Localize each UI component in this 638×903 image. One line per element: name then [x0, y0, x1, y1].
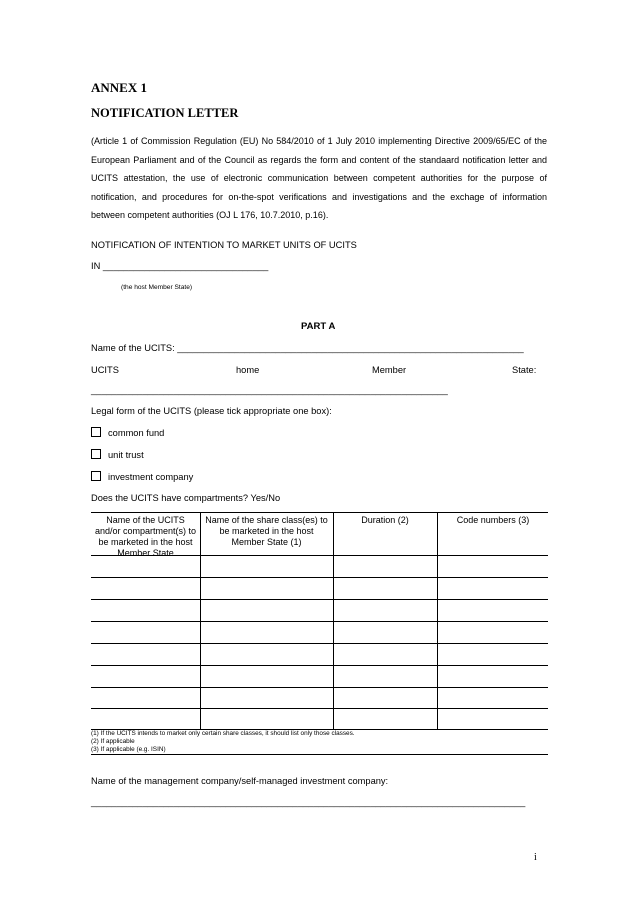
legal-form-option-investment-company[interactable]: [91, 471, 193, 482]
compartments-question: Does the UCITS have compartments? Yes/No: [91, 493, 281, 503]
checkbox[interactable]: [91, 427, 101, 437]
host-state-note: (the host Member State): [121, 284, 193, 291]
table-footnote: (2) If applicable: [91, 738, 135, 745]
part-a-heading: PART A: [301, 321, 336, 332]
document-title: NOTIFICATION LETTER: [91, 106, 239, 120]
table-header-code-numbers: Code numbers (3): [456, 515, 530, 525]
checkbox[interactable]: [91, 449, 101, 459]
management-company-field[interactable]: ____________________________________________________________________________________: [91, 797, 526, 807]
table-rule: [91, 665, 548, 666]
management-company-label: Name of the management company/self-managed investment company:: [91, 776, 389, 786]
table-header-ucits-name: Name of the UCITS and/or compartment(s) to be marketed in the host Member State: [94, 515, 197, 558]
table-rule: [91, 577, 548, 578]
table-header-duration: Duration (2): [361, 515, 409, 525]
table-header-share-class: Name of the share class(es) to be marketed in the host Member State (1): [205, 515, 328, 547]
table-rule: [91, 708, 548, 709]
table-footnote: (1) If the UCITS intends to market only certain share classes, it should list only those classes.: [91, 730, 355, 737]
home-state-word-3: Member: [372, 365, 407, 375]
table-column-divider: [437, 512, 438, 729]
annex-heading: ANNEX 1: [91, 80, 147, 95]
table-rule: [91, 687, 548, 688]
table-footnote: (3) If applicable (e.g. ISIN): [91, 746, 166, 753]
ucits-name-field[interactable]: Name of the UCITS: ___________________________________________________________________: [91, 343, 524, 353]
option-label: investment company: [108, 472, 194, 482]
host-state-field[interactable]: IN ________________________________: [91, 261, 269, 271]
table-column-divider: [200, 512, 201, 729]
option-label: common fund: [108, 428, 165, 438]
checkbox[interactable]: [91, 471, 101, 481]
table-rule: [91, 621, 548, 622]
table-rule: [91, 643, 548, 644]
home-state-word-2: home: [236, 365, 260, 375]
legal-form-option-unit-trust[interactable]: [91, 449, 144, 460]
table-rule: [91, 599, 548, 600]
option-label: unit trust: [108, 450, 144, 460]
table-rule: [91, 754, 548, 755]
table-column-divider: [333, 512, 334, 729]
intro-paragraph: (Article 1 of Commission Regulation (EU) No 584/2010 of 1 July 2010 implementing Directive 2009/65/EC of the European Parliament and of the Council as regards the form and content of the standaard notification letter and UCITS attestation, the use of electronic communication between competent authorities for the purpose of notification, and procedures for on-the-spot verifications and investigations and the exchage of information between competent authorities (OJ L 176, 10.7.2010, p.16).: [91, 136, 547, 220]
notification-heading: NOTIFICATION OF INTENTION TO MARKET UNITS OF UCITS: [91, 240, 357, 250]
table-rule: [91, 512, 548, 513]
page-number: i: [534, 852, 537, 863]
legal-form-label: Legal form of the UCITS (please tick appropriate one box):: [91, 406, 332, 416]
home-state-word-4: State:: [512, 365, 537, 375]
home-state-field[interactable]: _____________________________________________________________________: [91, 385, 448, 395]
legal-form-option-common-fund[interactable]: [91, 427, 164, 438]
home-state-word-1: UCITS: [91, 365, 119, 375]
